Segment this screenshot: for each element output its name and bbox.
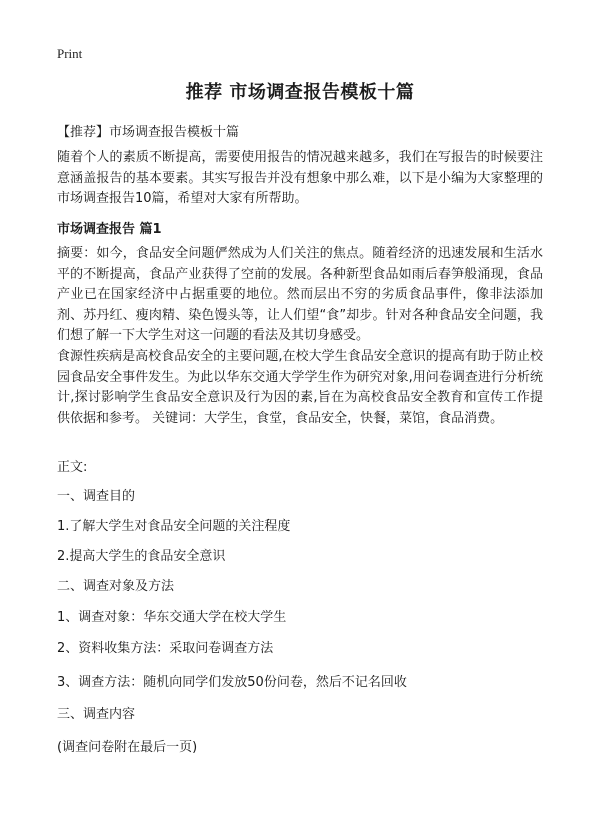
keywords-paragraph: 食源性疾病是高校食品安全的主要问题,在校大学生食品安全意识的提高有助于防止校园食品安全事件发生。为此以华东交通大学学生作为研究对象,用问卷调查进行分析统计,探讨影响学生食品安全意识及行为因的素,旨在为高校食品安全教育和宣传工作提供依据和参考。 关键词：大学生，食堂，食品安全，快餐，菜馆，食品消费。 [57,349,543,426]
purpose-item-2: 2.提高大学生的食品安全意识 [57,549,226,564]
appendix-note: (调查问卷附在最后一页) [57,740,198,755]
abstract-paragraph: 摘要：如今，食品安全问题俨然成为人们关注的焦点。随着经济的迅速发展和生活水平的不断提高，食品产业获得了空前的发展。各种新型食品如雨后春笋般涌现，食品产业已在国家经济中占据重要的地位。然而层出不穷的劣质食品事件，像非法添加剂、苏丹红、瘦肉精、染色馒头等，让人们望“食”却步。针对各种食品安全问题，我们想了解一下大学生对这一问题的看法及其切身感受。 [57,246,543,343]
method-item-3: 3、调查方法：随机向同学们发放50份问卷，然后不记名回收 [57,675,407,690]
heading-subjects-methods: 二、调查对象及方法 [57,579,175,594]
print-link[interactable]: Print [57,46,83,61]
method-item-2: 2、资料收集方法：采取问卷调查方法 [57,641,274,656]
heading-content: 三、调查内容 [57,707,136,722]
purpose-item-1: 1.了解大学生对食品安全问题的关注程度 [57,519,291,534]
document-subtitle: 【推荐】市场调查报告模板十篇 [57,125,240,140]
method-item-1: 1、调查对象：华东交通大学在校大学生 [57,610,287,625]
page-title: 推荐 市场调查报告模板十篇 [185,82,415,103]
intro-paragraph: 随着个人的素质不断提高，需要使用报告的情况越来越多，我们在写报告的时候要注意涵盖报告的基本要素。其实写报告并没有想象中那么难，以下是小编为大家整理的市场调查报告10篇，希望对大家有所帮助。 [57,150,543,206]
body-label: 正文: [57,460,88,475]
heading-purpose: 一、调查目的 [57,489,136,504]
section-heading: 市场调查报告 篇1 [57,222,162,237]
